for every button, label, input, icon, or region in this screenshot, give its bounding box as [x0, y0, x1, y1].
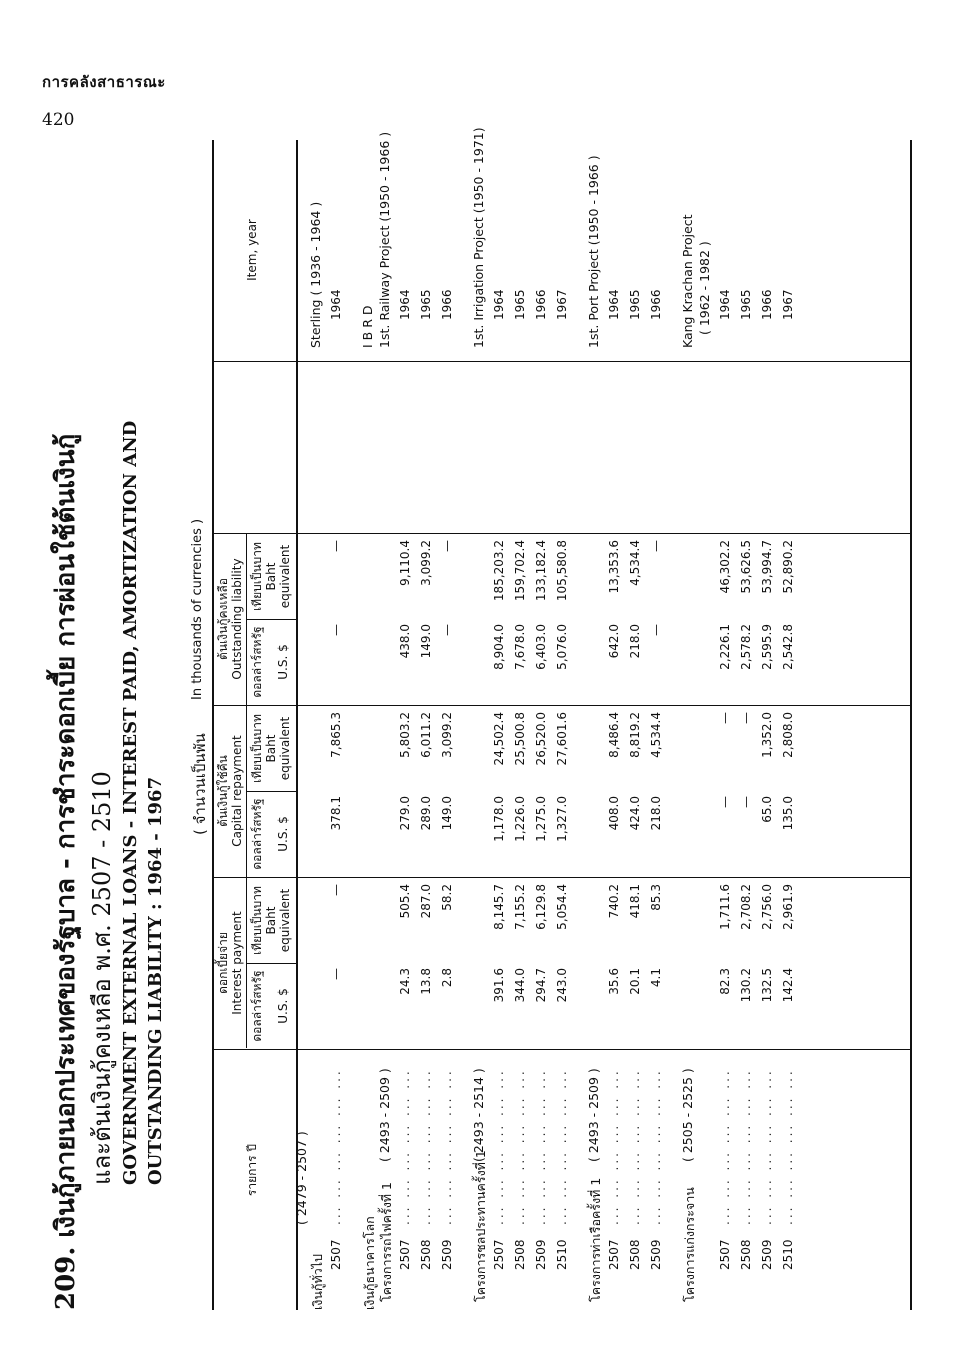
section-label-thai: เงินกู้ทั่วไป	[310, 1254, 325, 1310]
section-label-thai: โครงการชลประทานครั้งที่ 1	[473, 1150, 488, 1302]
leader-dots: ... ... ... ... ... ...	[534, 1068, 548, 1225]
leader-dots: ... ... ... ... ... ...	[398, 1068, 412, 1225]
cell-i-usd: 82.3	[718, 968, 732, 995]
cell-o-usd: 2,226.1	[718, 624, 732, 670]
cell-i-usd: 130.2	[739, 968, 753, 1003]
sub-baht-eng1-3: Baht	[264, 562, 278, 591]
sub-baht-thai-3: เทียบเป็นบาท	[250, 542, 264, 611]
cell-i-baht: 740.2	[607, 884, 621, 919]
sub-usd-thai-1: ดอลล่าร์สหรัฐ	[250, 970, 264, 1042]
row-year-thai: 2507	[607, 1239, 621, 1270]
row-year-thai: 2507	[398, 1239, 412, 1270]
cell-o-usd: —	[440, 624, 454, 636]
cell-c-usd: 1,178.0	[492, 796, 506, 842]
sub-baht-eng2-3: equivalent	[278, 544, 292, 609]
row-year-eng: 1964	[607, 289, 621, 320]
sub-baht-eng2-2: equivalent	[278, 716, 292, 781]
section-label-thai: โครงการท่าเรือครั้งที่ 1	[588, 1177, 603, 1302]
cell-o-baht: 105,580.8	[555, 540, 569, 602]
sub-usd-thai-2: ดอลล่าร์สหรัฐ	[250, 798, 264, 870]
cell-i-usd: 4.1	[649, 968, 663, 988]
cell-i-usd: 20.1	[628, 968, 642, 995]
cell-c-baht: —	[718, 712, 732, 724]
row-year-eng: 1966	[440, 289, 454, 320]
sub-usd-eng-1: U.S. $	[276, 988, 290, 1024]
sub-baht-thai-2: เทียบเป็นบาท	[250, 714, 264, 783]
cell-o-baht: 13,353.6	[607, 540, 621, 594]
cell-c-baht: 3,099.2	[440, 712, 454, 758]
cell-c-baht: 8,486.4	[607, 712, 621, 758]
row-year-eng: 1964	[329, 289, 343, 320]
row-year-thai: 2510	[781, 1239, 795, 1270]
cell-i-usd: 132.5	[760, 968, 774, 1003]
header-outstanding-eng: Outstanding liability	[230, 558, 244, 680]
sub-baht-eng1-2: Baht	[264, 734, 278, 763]
header-interest-eng: Interest payment	[230, 911, 244, 1015]
leader-dots: ... ... ... ... ... ...	[440, 1068, 454, 1225]
leader-dots: ... ... ... ... ... ...	[513, 1068, 527, 1225]
cell-c-usd: 1,226.0	[513, 796, 527, 842]
cell-i-baht: 85.3	[649, 884, 663, 911]
sub-usd-thai-3: ดอลล่าร์สหรัฐ	[250, 626, 264, 698]
row-year-eng: 1966	[534, 289, 548, 320]
cell-o-usd: 2,595.9	[760, 624, 774, 670]
cell-o-usd: 642.0	[607, 624, 621, 659]
cell-o-baht: 185,203.2	[492, 540, 506, 602]
row-year-thai: 2509	[760, 1239, 774, 1270]
leader-dots: ... ... ... ... ... ...	[492, 1068, 506, 1225]
section-label-thai: โครงการแก่งกระจาน	[682, 1187, 697, 1302]
cell-i-baht: 2,961.9	[781, 884, 795, 930]
cell-o-baht: 52,890.2	[781, 540, 795, 594]
cell-c-usd: —	[739, 796, 753, 808]
cell-o-usd: 8,904.0	[492, 624, 506, 670]
section-label-eng: 1st. Irrigation Project (1950 - 1971)	[471, 127, 486, 348]
cell-o-usd: 7,678.0	[513, 624, 527, 670]
header-item-thai: รายการ ปี	[245, 1143, 259, 1197]
sub-baht-eng1-1: Baht	[264, 906, 278, 935]
leader-dots: ... ... ... ... ... ...	[607, 1068, 621, 1225]
row-year-eng: 1966	[760, 289, 774, 320]
leader-dots: ... ... ... ... ... ...	[739, 1068, 753, 1225]
header-capital-thai: ต้นเงินกู้ใช้คืน	[216, 755, 230, 827]
table-bottom-rule	[910, 140, 912, 1310]
cell-o-usd: 6,403.0	[534, 624, 548, 670]
cell-i-baht: 8,145.7	[492, 884, 506, 930]
title-eng-line2: OUTSTANDING LIABILITY : 1964 - 1967	[145, 776, 166, 1185]
cell-i-baht: 58.2	[440, 884, 454, 911]
row-year-eng: 1967	[555, 289, 569, 320]
cell-i-usd: 294.7	[534, 968, 548, 1003]
row-year-thai: 2509	[534, 1239, 548, 1270]
cell-c-baht: 5,803.2	[398, 712, 412, 758]
cell-o-baht: 4,534.4	[628, 540, 642, 586]
cell-i-usd: 344.0	[513, 968, 527, 1003]
leader-dots: ... ... ... ... ... ...	[329, 1068, 343, 1225]
cell-c-usd: 135.0	[781, 796, 795, 831]
cell-c-baht: 7,865.3	[329, 712, 343, 758]
cell-i-usd: 35.6	[607, 968, 621, 995]
header-item-eng: Item, year	[245, 219, 259, 281]
cell-c-baht: 6,011.2	[419, 712, 433, 758]
cell-c-usd: 289.0	[419, 796, 433, 831]
section-period-eng: ( 1962 - 1982 )	[697, 241, 712, 335]
cell-i-baht: 7,155.2	[513, 884, 527, 930]
cell-i-baht: 2,708.2	[739, 884, 753, 930]
leader-dots: ... ... ... ... ... ...	[628, 1068, 642, 1225]
section-period-thai: ( 2493 - 2509 )	[586, 1068, 601, 1162]
rotated-table-page	[40, 127, 920, 1310]
cell-i-baht: 505.4	[398, 884, 412, 919]
section-period-thai: ( 2493 - 2509 )	[377, 1068, 392, 1162]
col-divider-5	[212, 361, 910, 362]
cell-o-baht: 159,702.4	[513, 540, 527, 602]
cell-o-usd: 149.0	[419, 624, 433, 659]
unit-note-thai: ( จำนวนเป็นพัน	[191, 733, 209, 835]
row-year-thai: 2507	[718, 1239, 732, 1270]
section-period-thai: ( 2479 - 2507 )	[294, 1131, 309, 1225]
row-year-thai: 2509	[440, 1239, 454, 1270]
section-label-eng: 1st. Port Project (1950 - 1966 )	[586, 155, 601, 348]
cell-c-usd: —	[718, 796, 732, 808]
cell-i-baht: 1,711.6	[718, 884, 732, 930]
cell-i-baht: 5,054.4	[555, 884, 569, 930]
cell-c-baht: 26,520.0	[534, 712, 548, 766]
cell-o-usd: 2,578.2	[739, 624, 753, 670]
cell-c-usd: 378.1	[329, 796, 343, 831]
cell-o-usd: 5,076.0	[555, 624, 569, 670]
cell-c-usd: 218.0	[649, 796, 663, 831]
cell-c-baht: 8,819.2	[628, 712, 642, 758]
sub-usd-eng-3: U.S. $	[276, 644, 290, 680]
sub-baht-eng2-1: equivalent	[278, 888, 292, 953]
cell-i-usd: 24.3	[398, 968, 412, 995]
row-year-eng: 1965	[419, 289, 433, 320]
cell-c-baht: —	[739, 712, 753, 724]
unit-note-eng: In thousands of currencies )	[190, 518, 205, 700]
row-year-thai: 2508	[628, 1239, 642, 1270]
cell-o-baht: 9,110.4	[398, 540, 412, 586]
cell-c-usd: 65.0	[760, 796, 774, 823]
page-number: 420	[42, 110, 75, 130]
header-outstanding-thai: ต้นเงินกู้คงเหลือ	[216, 578, 230, 660]
leader-dots: ... ... ... ... ... ...	[649, 1068, 663, 1225]
title-thai-line2: และต้นเงินกู้คงเหลือ พ.ศ. 2507 - 2510	[88, 771, 116, 1185]
section-label-eng: Kang Krachan Project	[680, 214, 695, 348]
section-label-thai: โครงการรถไฟครั้งที่ 1	[379, 1182, 394, 1302]
cell-i-baht: 2,756.0	[760, 884, 774, 930]
cell-o-baht: 46,302.2	[718, 540, 732, 594]
cell-i-usd: 391.6	[492, 968, 506, 1003]
cell-o-usd: —	[649, 624, 663, 636]
section-label-thai: เงินกู้ธนาคารโลก	[362, 1216, 377, 1310]
leader-dots: ... ... ... ... ... ...	[760, 1068, 774, 1225]
cell-i-baht: 6,129.8	[534, 884, 548, 930]
cell-c-usd: 408.0	[607, 796, 621, 831]
table-top-rule	[212, 140, 214, 1310]
leader-dots: ... ... ... ... ... ...	[781, 1068, 795, 1225]
row-year-thai: 2508	[513, 1239, 527, 1270]
cell-o-usd: 2,542.8	[781, 624, 795, 670]
cell-c-baht: 4,534.4	[649, 712, 663, 758]
cell-o-baht: —	[649, 540, 663, 552]
header-capital-eng: Capital repayment	[230, 735, 244, 847]
row-year-eng: 1964	[718, 289, 732, 320]
cell-i-usd: 142.4	[781, 968, 795, 1003]
cell-i-baht: 287.0	[419, 884, 433, 919]
cell-o-usd: —	[329, 624, 343, 636]
section-period-thai: ( 2493 - 2514 )	[471, 1068, 486, 1162]
section-label-eng: 1st. Railway Project (1950 - 1966 )	[377, 131, 392, 348]
cell-i-usd: —	[329, 968, 343, 980]
row-year-eng: 1967	[781, 289, 795, 320]
cell-o-usd: 218.0	[628, 624, 642, 659]
cell-i-usd: 2.8	[440, 968, 454, 988]
cell-c-baht: 24,502.4	[492, 712, 506, 766]
cell-i-baht: —	[329, 884, 343, 896]
cell-c-usd: 424.0	[628, 796, 642, 831]
row-year-thai: 2507	[492, 1239, 506, 1270]
row-year-eng: 1964	[398, 289, 412, 320]
sub-baht-thai-1: เทียบเป็นบาท	[250, 886, 264, 955]
leader-dots: ... ... ... ... ... ...	[419, 1068, 433, 1225]
cell-c-usd: 1,327.0	[555, 796, 569, 842]
row-year-thai: 2509	[649, 1239, 663, 1270]
row-year-eng: 1966	[649, 289, 663, 320]
row-year-eng: 1965	[513, 289, 527, 320]
cell-c-baht: 1,352.0	[760, 712, 774, 758]
title-eng-line1: GOVERNMENT EXTERNAL LOANS - INTEREST PAID, AMORTIZATION AND	[120, 420, 141, 1185]
title-thai-line1: 209. เงินกู้ภายนอกประเทศของรัฐบาล - การชำระดอกเบี้ย การผ่อนใช้ต้นเงินกู้	[51, 433, 81, 1310]
cell-c-baht: 2,808.0	[781, 712, 795, 758]
row-year-thai: 2510	[555, 1239, 569, 1270]
cell-o-baht: 53,626.5	[739, 540, 753, 594]
leader-dots: ... ... ... ... ... ...	[555, 1068, 569, 1225]
header-interest-thai: ดอกเบี้ยจ่าย	[216, 932, 230, 994]
running-head: การคลังสาธารณะ	[42, 73, 166, 91]
cell-c-usd: 279.0	[398, 796, 412, 831]
cell-o-baht: —	[440, 540, 454, 552]
cell-o-baht: 133,182.4	[534, 540, 548, 602]
cell-o-baht: 3,099.2	[419, 540, 433, 586]
cell-o-baht: 53,994.7	[760, 540, 774, 594]
section-period-thai: ( 2505 - 2525 )	[680, 1068, 695, 1162]
cell-c-usd: 1,275.0	[534, 796, 548, 842]
cell-c-usd: 149.0	[440, 796, 454, 831]
leader-dots: ... ... ... ... ... ...	[718, 1068, 732, 1225]
cell-i-baht: 418.1	[628, 884, 642, 919]
cell-o-baht: —	[329, 540, 343, 552]
cell-o-usd: 438.0	[398, 624, 412, 659]
cell-i-usd: 13.8	[419, 968, 433, 995]
col-divider-4	[212, 533, 910, 534]
row-year-thai: 2507	[329, 1239, 343, 1270]
row-year-thai: 2508	[739, 1239, 753, 1270]
row-year-eng: 1965	[628, 289, 642, 320]
cell-c-baht: 27,601.6	[555, 712, 569, 766]
row-year-eng: 1964	[492, 289, 506, 320]
section-label-eng: I B R D	[360, 305, 375, 348]
cell-c-baht: 25,500.8	[513, 712, 527, 766]
sub-usd-eng-2: U.S. $	[276, 816, 290, 852]
row-year-eng: 1965	[739, 289, 753, 320]
cell-i-usd: 243.0	[555, 968, 569, 1003]
row-year-thai: 2508	[419, 1239, 433, 1270]
section-period-eng: Sterling ( 1936 - 1964 )	[308, 201, 323, 348]
